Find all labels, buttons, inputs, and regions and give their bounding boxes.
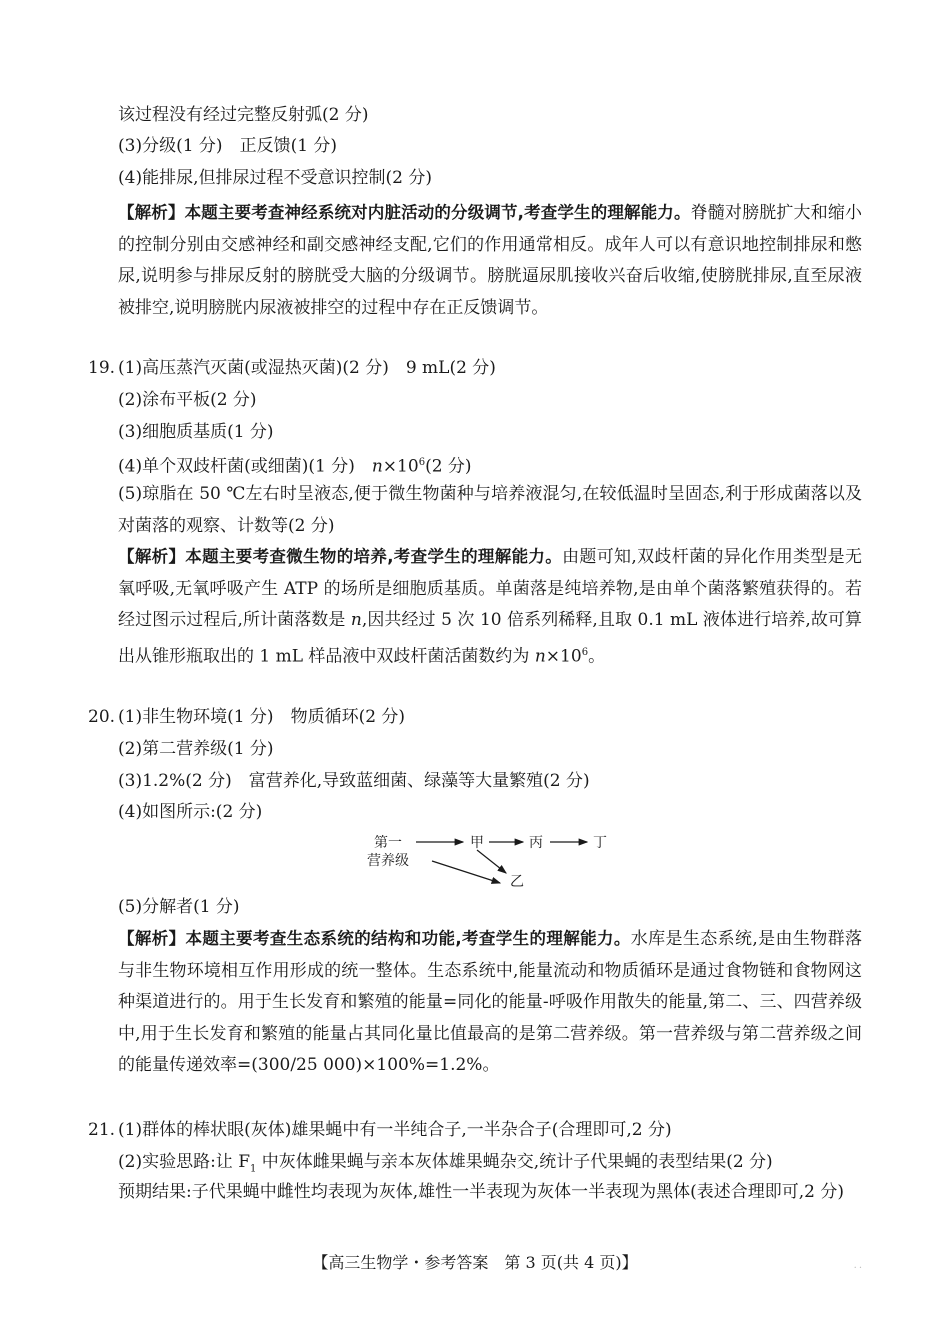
q19-a4-score: (2 分): [425, 456, 472, 477]
q18-analysis-body: 脊髓对膀胱扩大和缩小的控制分别由交感神经和副交感神经支配,它们的作用通常相反。成年人可以有意识地控制排尿和憋尿,说明参与排尿反射的膀胱受大脑的分级调节。膀胱逼尿肌接收兴奋后收缩,使膀胱排尿,直至尿液被排空,说明膀胱内尿液被排空的过程中存在正反馈调节。: [118, 203, 862, 318]
q20-answer-3: (3)1.2%(2 分) 富营养化,导致蓝细菌、绿藻等大量繁殖(2 分): [118, 771, 590, 791]
q21-a2-sub: 1: [250, 1163, 257, 1175]
q20-answer-1: (1)非生物环境(1 分) 物质循环(2 分): [118, 707, 406, 727]
q21-answer-1: (1)群体的棒状眼(灰体)雄果蝇中有一半纯合子,一半杂合子(合理即可,2 分): [118, 1120, 672, 1140]
q21-number: 21.: [88, 1120, 116, 1140]
q19-a4-times: ×10: [382, 456, 419, 477]
node-bing: 丙: [529, 835, 543, 851]
q19-number: 19.: [88, 358, 116, 378]
q19-analysis-n: n: [350, 610, 362, 631]
q19-analysis: [118, 541, 862, 673]
q21-a2-pre: (2)实验思路:让 F: [118, 1152, 251, 1172]
q21-answer-2: [118, 1151, 773, 1180]
q19-answer-1: (1)高压蒸汽灭菌(或湿热灭菌)(2 分) 9 mL(2 分): [118, 358, 496, 378]
q20-answer-4: (4)如图所示:(2 分): [118, 802, 263, 822]
node-jia: 甲: [470, 835, 484, 851]
q19-analysis-body2: ,因共经过 5 次 10 倍系列稀释,且取 0.1 mL 液体进行培养,故可算出从锥形瓶取出的 1 mL 样品液中双歧杆菌活菌数约为: [118, 610, 862, 667]
q18-line-top: 该过程没有经过完整反射弧(2 分): [118, 105, 369, 125]
page-footer: 【高三生物学・参考答案 第 3 页(共 4 页)】: [312, 1253, 638, 1272]
food-chain-diagram: [360, 826, 620, 892]
q19-answer-3: (3)细胞质基质(1 分): [118, 422, 274, 442]
q19-answer-5: (5)琼脂在 50 ℃左右时呈液态,便于微生物菌种与培养液混匀,在较低温时呈固态,利于形成菌落以及对菌落的观察、计数等(2 分): [118, 484, 862, 536]
q20-analysis-head: 【解析】本题主要考查生态系统的结构和功能,考查学生的理解能力。: [118, 929, 631, 948]
q19-answer-2: (2)涂布平板(2 分): [118, 390, 257, 410]
q18-answer-3: (3)分级(1 分) 正反馈(1 分): [118, 136, 338, 156]
q18-analysis-head: 【解析】本题主要考查神经系统对内脏活动的分级调节,考查学生的理解能力。: [118, 203, 691, 222]
q19-analysis-head: 【解析】本题主要考查微生物的培养,考查学生的理解能力。: [118, 547, 563, 566]
q18-answer-4: (4)能排尿,但排尿过程不受意识控制(2 分): [118, 168, 432, 188]
q19-analysis-exp: 6: [581, 646, 589, 658]
q18-analysis: [118, 197, 862, 324]
q20-answer-5: (5)分解者(1 分): [118, 897, 240, 917]
q21-a2-post: 中灰体雌果蝇与亲本灰体雄果蝇杂交,统计子代果蝇的表型结果(2 分): [256, 1152, 773, 1172]
node-yi: 乙: [510, 874, 524, 890]
q19-analysis-n2: n: [534, 646, 546, 667]
q20-analysis-body: 水库是生态系统,是由生物群落与非生物环境相互作用形成的统一整体。生态系统中,能量流动和物质循环是通过食物链和食物网这种渠道进行的。用于生长发育和繁殖的能量=同化的能量-呼吸作用散失的能量,第二、三、四营养级中,用于生长发育和繁殖的能量占其同化量比值最高的是第二营养级。第一营养级与第二营养级之间的能量传递效率=(300/25 000)×100%=1.2%。: [118, 929, 862, 1076]
arrow-jia-to-yi: [477, 850, 506, 873]
footer-dots: ..: [853, 1260, 864, 1271]
q19-a4-text: (4)单个双歧杆菌(或细菌)(1 分): [118, 456, 372, 477]
q20-answer-2: (2)第二营养级(1 分): [118, 739, 274, 759]
q19-a4-exp: 6: [418, 457, 426, 468]
q20-analysis: [118, 923, 862, 1082]
q20-number: 20.: [88, 707, 116, 727]
q19-a4-n: n: [371, 456, 383, 477]
arrow-first-to-yi: [432, 861, 500, 883]
q19-answer-4: [118, 452, 472, 478]
q21-expected-result: 预期结果:子代果蝇中雌性均表现为灰体,雄性一半表现为灰体一半表现为黑体(表述合理即可,2 分): [118, 1182, 845, 1202]
node-ding: 丁: [593, 835, 607, 851]
q19-analysis-body1: 由题可知,双歧杆菌的异化作用类型是无氧呼吸,无氧呼吸产生 ATP 的场所是细胞质基质。单菌落是纯培养物,是由单个菌落繁殖获得的。若经过图示过程后,所计菌落数是: [118, 547, 862, 631]
q19-analysis-end: 。: [588, 646, 606, 667]
node-first-trophic-line1: 第一: [374, 835, 402, 851]
q19-analysis-times: ×10: [545, 646, 582, 667]
node-first-trophic-line2: 营养级: [367, 853, 409, 869]
